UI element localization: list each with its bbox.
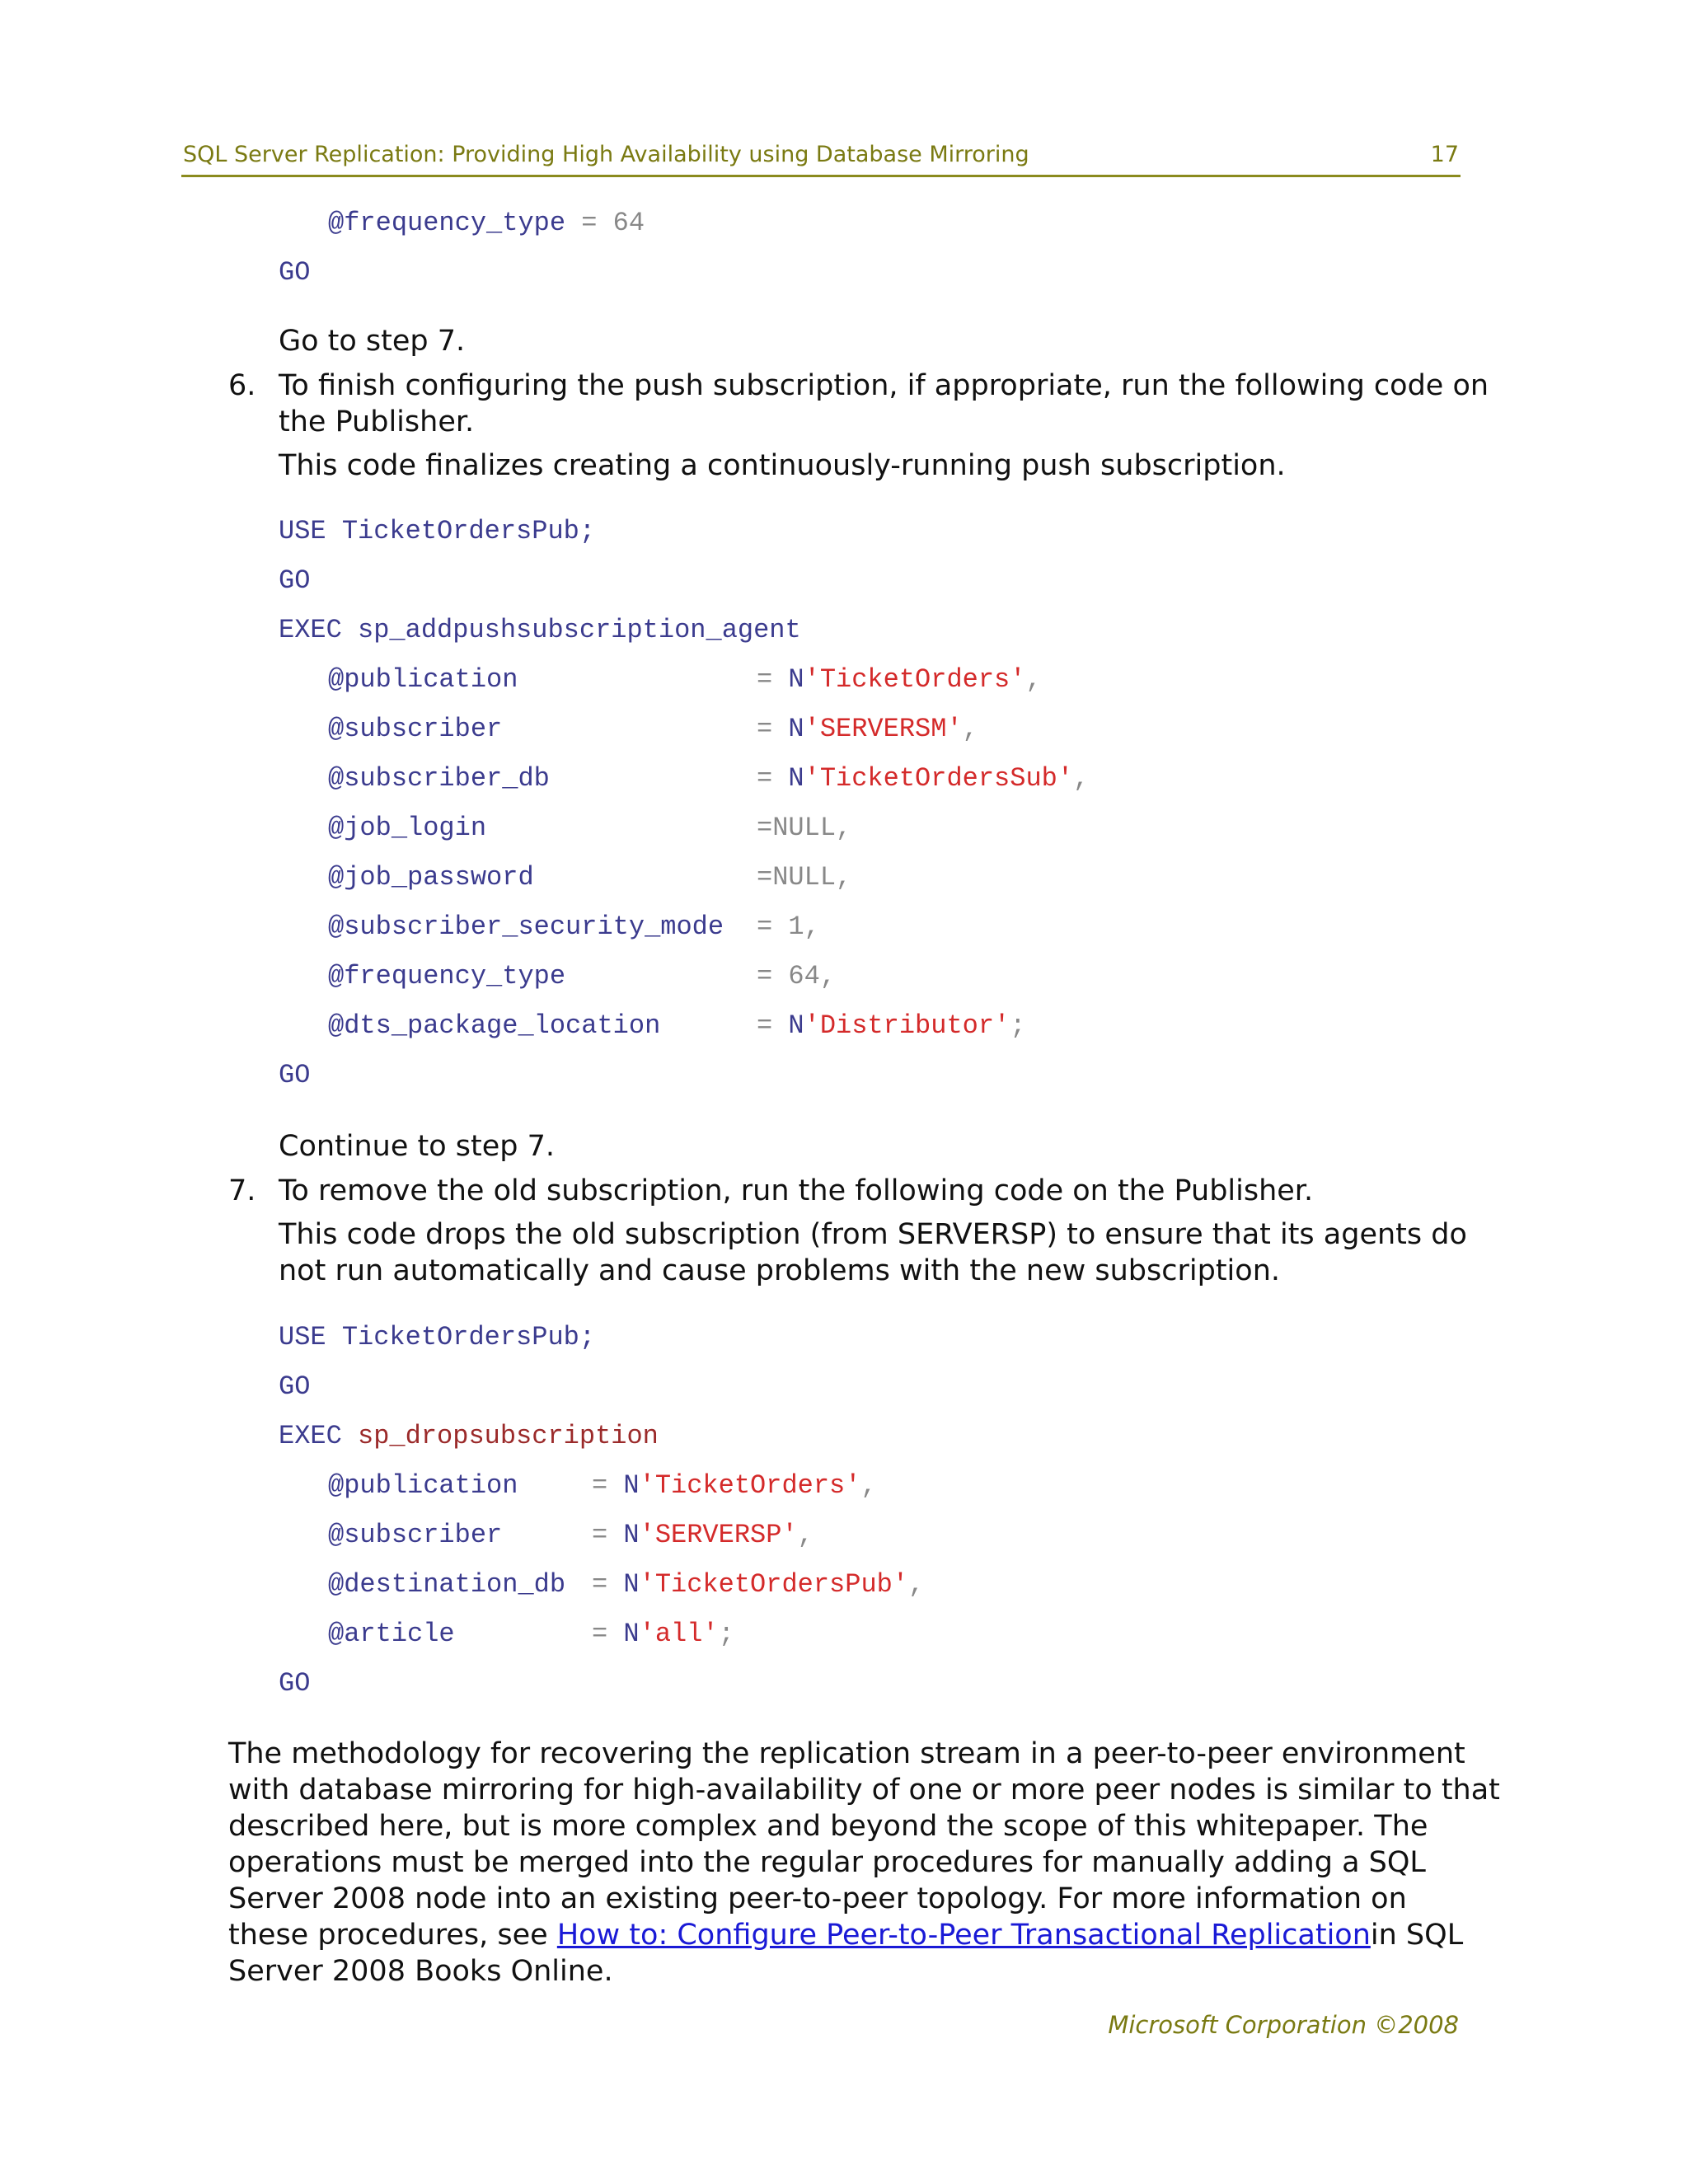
- closing-line5: Server 2008 node into an existing peer-to-peer topology. For more information on: [228, 1882, 1407, 1915]
- code-use: USE TicketOrdersPub;: [279, 516, 596, 546]
- step-6-line2: the Publisher.: [279, 405, 475, 438]
- code-assign: = N'TicketOrdersSub',: [757, 763, 1090, 794]
- continue-step-7: Continue to step 7.: [279, 1130, 555, 1163]
- code-param: @subscriber: [328, 714, 503, 744]
- closing-line2: with database mirroring for high-availability of one or more peer nodes is similar to that: [228, 1774, 1500, 1807]
- code-assign: =NULL,: [757, 813, 852, 843]
- closing-line6-pre: these procedures, see: [228, 1919, 557, 1952]
- code-assign: = N'SERVERSP',: [592, 1520, 814, 1550]
- code-use: USE TicketOrdersPub;: [279, 1322, 596, 1352]
- code-param: @publication: [328, 664, 518, 695]
- code-go: GO: [279, 1060, 311, 1090]
- code-go: GO: [279, 565, 311, 596]
- code-param: @job_login: [328, 813, 487, 843]
- code-assign: = N'TicketOrdersPub',: [592, 1569, 925, 1600]
- code-exec: EXEC sp_addpushsubscription_agent: [279, 615, 801, 645]
- code-assign: = N'TicketOrders',: [592, 1470, 877, 1501]
- code-assign: = N'Distributor';: [757, 1010, 1026, 1041]
- code-assign: = 1,: [757, 912, 820, 942]
- code-param: @article: [328, 1619, 455, 1649]
- code-param: @job_password: [328, 862, 534, 893]
- code-line: [328, 208, 645, 239]
- step-6-number: 6.: [228, 369, 256, 402]
- code-param: @destination_db: [328, 1569, 566, 1600]
- code-exec: EXEC sp_dropsubscription: [279, 1421, 659, 1451]
- step-7-line1: To remove the old subscription, run the following code on the Publisher.: [279, 1174, 1314, 1207]
- code-go: GO: [279, 1668, 311, 1699]
- closing-line6-post: in SQL: [1370, 1919, 1464, 1952]
- code-param: @frequency_type: [328, 961, 566, 991]
- code-assign: = 64,: [757, 961, 837, 991]
- code-go: GO: [279, 257, 311, 288]
- code-go: GO: [279, 1371, 311, 1402]
- code-assign: = N'all';: [592, 1619, 734, 1649]
- page-number: 17: [1430, 142, 1459, 167]
- closing-line6: [228, 1917, 1463, 1953]
- code-param: @subscriber_security_mode: [328, 912, 724, 942]
- code-param: @subscriber_db: [328, 763, 550, 794]
- step-7-desc2: not run automatically and cause problems with the new subscription.: [279, 1254, 1281, 1287]
- step-6-line1: To finish configuring the push subscription, if appropriate, run the following code on: [279, 369, 1489, 402]
- step-7-desc1: This code drops the old subscription (from SERVERSP) to ensure that its agents do: [279, 1218, 1467, 1251]
- code-value: 64: [612, 208, 645, 238]
- closing-line4: operations must be merged into the regular procedures for manually adding a SQL: [228, 1846, 1426, 1879]
- page-footer: Microsoft Corporation ©2008: [1108, 2011, 1459, 2039]
- code-param: @dts_package_location: [328, 1010, 661, 1041]
- code-assign: =NULL,: [757, 862, 852, 893]
- code-param: @publication: [328, 1470, 518, 1501]
- page-header: [181, 142, 1461, 177]
- closing-line1: The methodology for recovering the replication stream in a peer-to-peer environment: [228, 1737, 1465, 1770]
- code-param: @frequency_type: [328, 208, 566, 238]
- code-assign: = N'TicketOrders',: [757, 664, 1042, 695]
- header-title: SQL Server Replication: Providing High Availability using Database Mirroring: [183, 142, 1029, 167]
- closing-line3: described here, but is more complex and beyond the scope of this whitepaper. The: [228, 1810, 1428, 1843]
- step-6-description: This code finalizes creating a continuously-running push subscription.: [279, 449, 1286, 482]
- code-assign: = N'SERVERSM',: [757, 714, 978, 744]
- step-7-number: 7.: [228, 1174, 256, 1207]
- code-param: @subscriber: [328, 1520, 503, 1550]
- closing-line7: Server 2008 Books Online.: [228, 1955, 613, 1988]
- code-operator: =: [581, 208, 598, 238]
- goto-step-7: Go to step 7.: [279, 325, 466, 358]
- peer-to-peer-replication-link[interactable]: How to: Configure Peer-to-Peer Transactional Replication: [556, 1919, 1371, 1952]
